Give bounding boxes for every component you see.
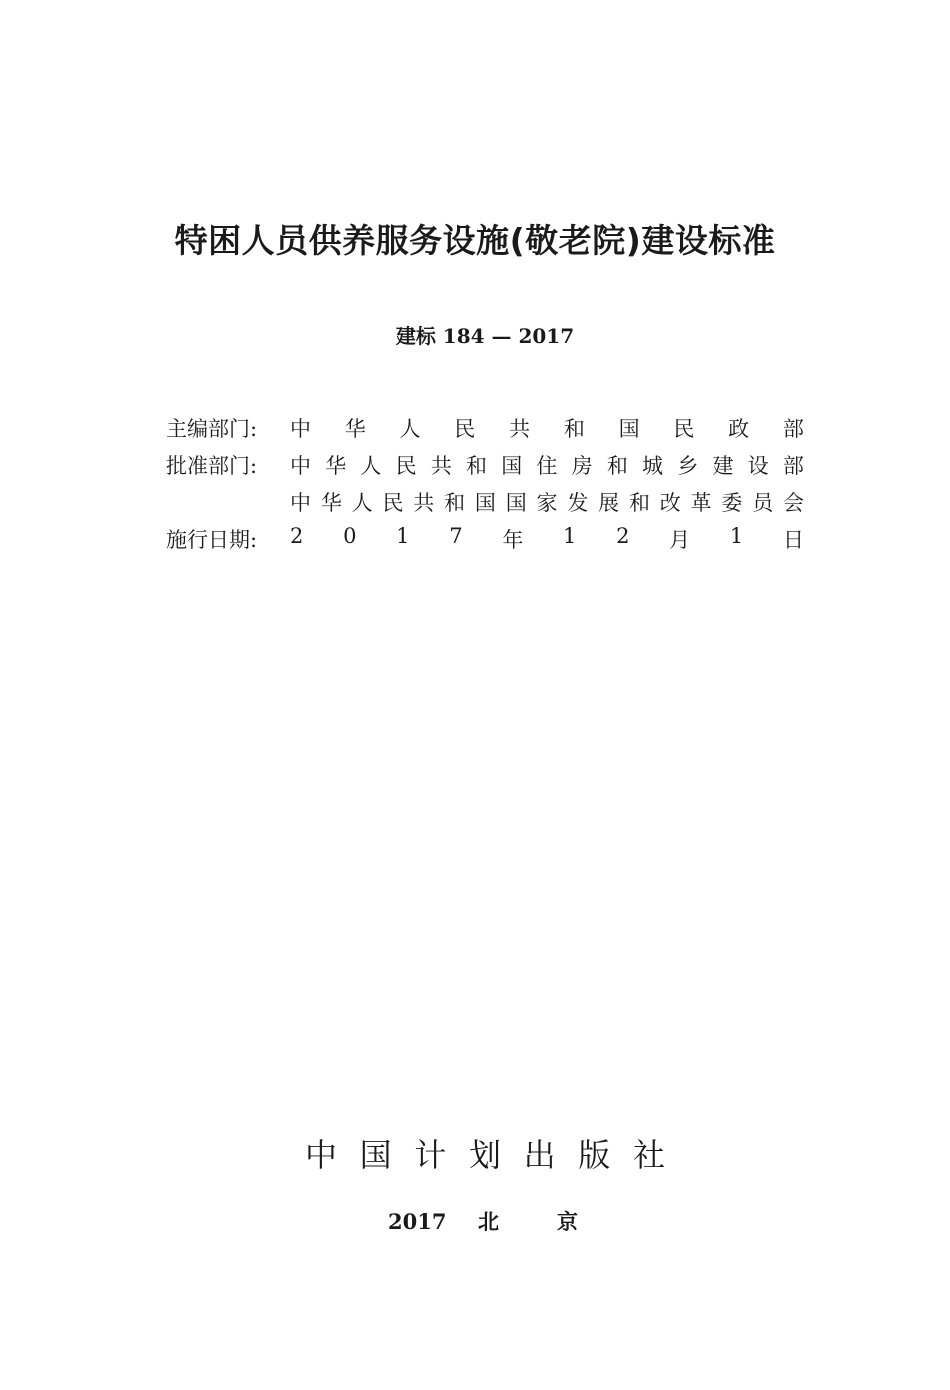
char: 国 (359, 1136, 392, 1174)
char: 华 (344, 416, 366, 441)
char: 会 (783, 490, 804, 515)
char: 和 (628, 490, 650, 515)
date-row (166, 520, 806, 557)
char: 中 (305, 1136, 338, 1174)
document-info (166, 409, 806, 557)
char: 发 (567, 490, 589, 515)
char: 和 (606, 453, 628, 478)
approver-row-2 (166, 483, 806, 520)
char: 民 (673, 416, 695, 441)
char: 人 (360, 453, 382, 478)
char: 共 (430, 453, 452, 478)
standard-code: 建标 184 — 2017 (395, 324, 575, 348)
editor-label: 主编部门: (166, 416, 258, 441)
char: 和 (563, 416, 585, 441)
char: 国 (505, 490, 527, 515)
char: 划 (468, 1136, 501, 1174)
char: 社 (632, 1136, 665, 1174)
char: 共 (509, 416, 531, 441)
char: 员 (752, 490, 774, 515)
char: 乡 (677, 453, 699, 478)
char: 国 (501, 453, 523, 478)
char: 0 (343, 523, 357, 548)
char: 家 (536, 490, 558, 515)
char: 日 (782, 527, 804, 552)
char: 京 (557, 1209, 578, 1234)
char: 展 (598, 490, 620, 515)
char: 版 (578, 1136, 611, 1174)
char: 出 (523, 1136, 556, 1174)
char: 中 (290, 490, 311, 515)
char: 和 (444, 490, 466, 515)
char: 委 (721, 490, 743, 515)
char: 国 (474, 490, 496, 515)
char: 计 (414, 1136, 447, 1174)
char: 革 (690, 490, 712, 515)
publication-line (388, 1206, 578, 1238)
date-value (290, 524, 806, 554)
char: 北 (478, 1209, 499, 1234)
char: 和 (466, 453, 488, 478)
char: 部 (782, 453, 804, 478)
char: 设 (747, 453, 769, 478)
char: 中 (290, 453, 311, 478)
char: 政 (728, 416, 750, 441)
char: 年 (502, 527, 524, 552)
char: 城 (642, 453, 664, 478)
document-title: 特困人员供养服务设施(敬老院)建设标准 (174, 221, 776, 260)
approver-value-1 (290, 450, 806, 480)
char: 民 (382, 490, 404, 515)
publication-year: 2017 (388, 1209, 447, 1234)
char: 国 (618, 416, 640, 441)
approver-label: 批准部门: (166, 453, 258, 478)
char: 民 (454, 416, 476, 441)
date-label: 施行日期: (166, 527, 258, 552)
approver-value-2 (290, 487, 806, 517)
editor-row (166, 409, 806, 446)
char: 人 (399, 416, 421, 441)
char: 民 (395, 453, 417, 478)
char: 人 (351, 490, 373, 515)
char: 2 (290, 523, 304, 548)
char: 月 (669, 527, 691, 552)
char: 住 (536, 453, 558, 478)
publication-city (478, 1206, 578, 1238)
char: 部 (782, 416, 804, 441)
char: 建 (712, 453, 734, 478)
char: 华 (325, 453, 347, 478)
char: 房 (571, 453, 593, 478)
approver-row (166, 446, 806, 483)
char: 华 (320, 490, 342, 515)
char: 7 (449, 523, 463, 548)
char: 2 (616, 523, 630, 548)
char: 1 (563, 523, 577, 548)
char: 改 (659, 490, 681, 515)
char: 共 (413, 490, 435, 515)
char: 1 (729, 523, 744, 548)
char: 中 (290, 416, 311, 441)
editor-value (290, 413, 806, 443)
char: 1 (396, 523, 410, 548)
publisher-name (305, 1130, 665, 1180)
